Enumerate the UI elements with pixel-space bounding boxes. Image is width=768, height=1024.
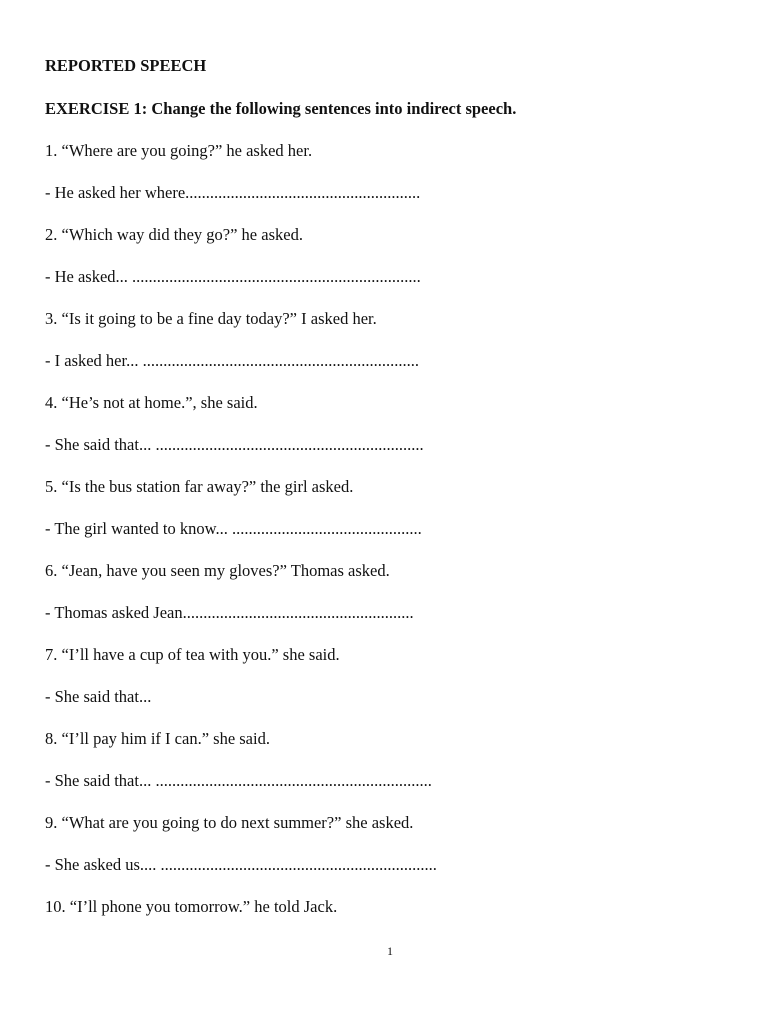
question-6: 6. “Jean, have you seen my gloves?” Thomas asked.	[45, 561, 390, 580]
page-number: 1	[387, 944, 393, 958]
exercise-heading: EXERCISE 1: Change the following sentences into indirect speech.	[45, 99, 517, 118]
answer-line-3: - I asked her... ...................................................................	[45, 351, 419, 370]
question-8: 8. “I’ll pay him if I can.” she said.	[45, 729, 270, 748]
question-1: 1. “Where are you going?” he asked her.	[45, 141, 313, 160]
answer-line-6: - Thomas asked Jean........................................................	[45, 603, 414, 622]
answer-line-1: - He asked her where.........................................................	[45, 183, 421, 202]
document-title: REPORTED SPEECH	[45, 56, 207, 75]
question-3: 3. “Is it going to be a fine day today?” I asked her.	[45, 309, 377, 328]
answer-line-9: - She asked us.... ...................................................................	[45, 855, 437, 874]
answer-line-8: - She said that... ...................................................................	[45, 771, 432, 790]
answer-line-5: - The girl wanted to know... ..............................................	[45, 519, 422, 538]
answer-line-4: - She said that... .................................................................	[45, 435, 424, 454]
question-9: 9. “What are you going to do next summer?” she asked.	[45, 813, 414, 832]
question-4: 4. “He’s not at home.”, she said.	[45, 393, 258, 412]
answer-line-7: - She said that...	[45, 687, 152, 706]
question-10: 10. “I’ll phone you tomorrow.” he told Jack.	[45, 897, 338, 916]
question-5: 5. “Is the bus station far away?” the girl asked.	[45, 477, 354, 496]
question-7: 7. “I’ll have a cup of tea with you.” she said.	[45, 645, 340, 664]
answer-line-2: - He asked... ......................................................................	[45, 267, 421, 286]
question-2: 2. “Which way did they go?” he asked.	[45, 225, 303, 244]
